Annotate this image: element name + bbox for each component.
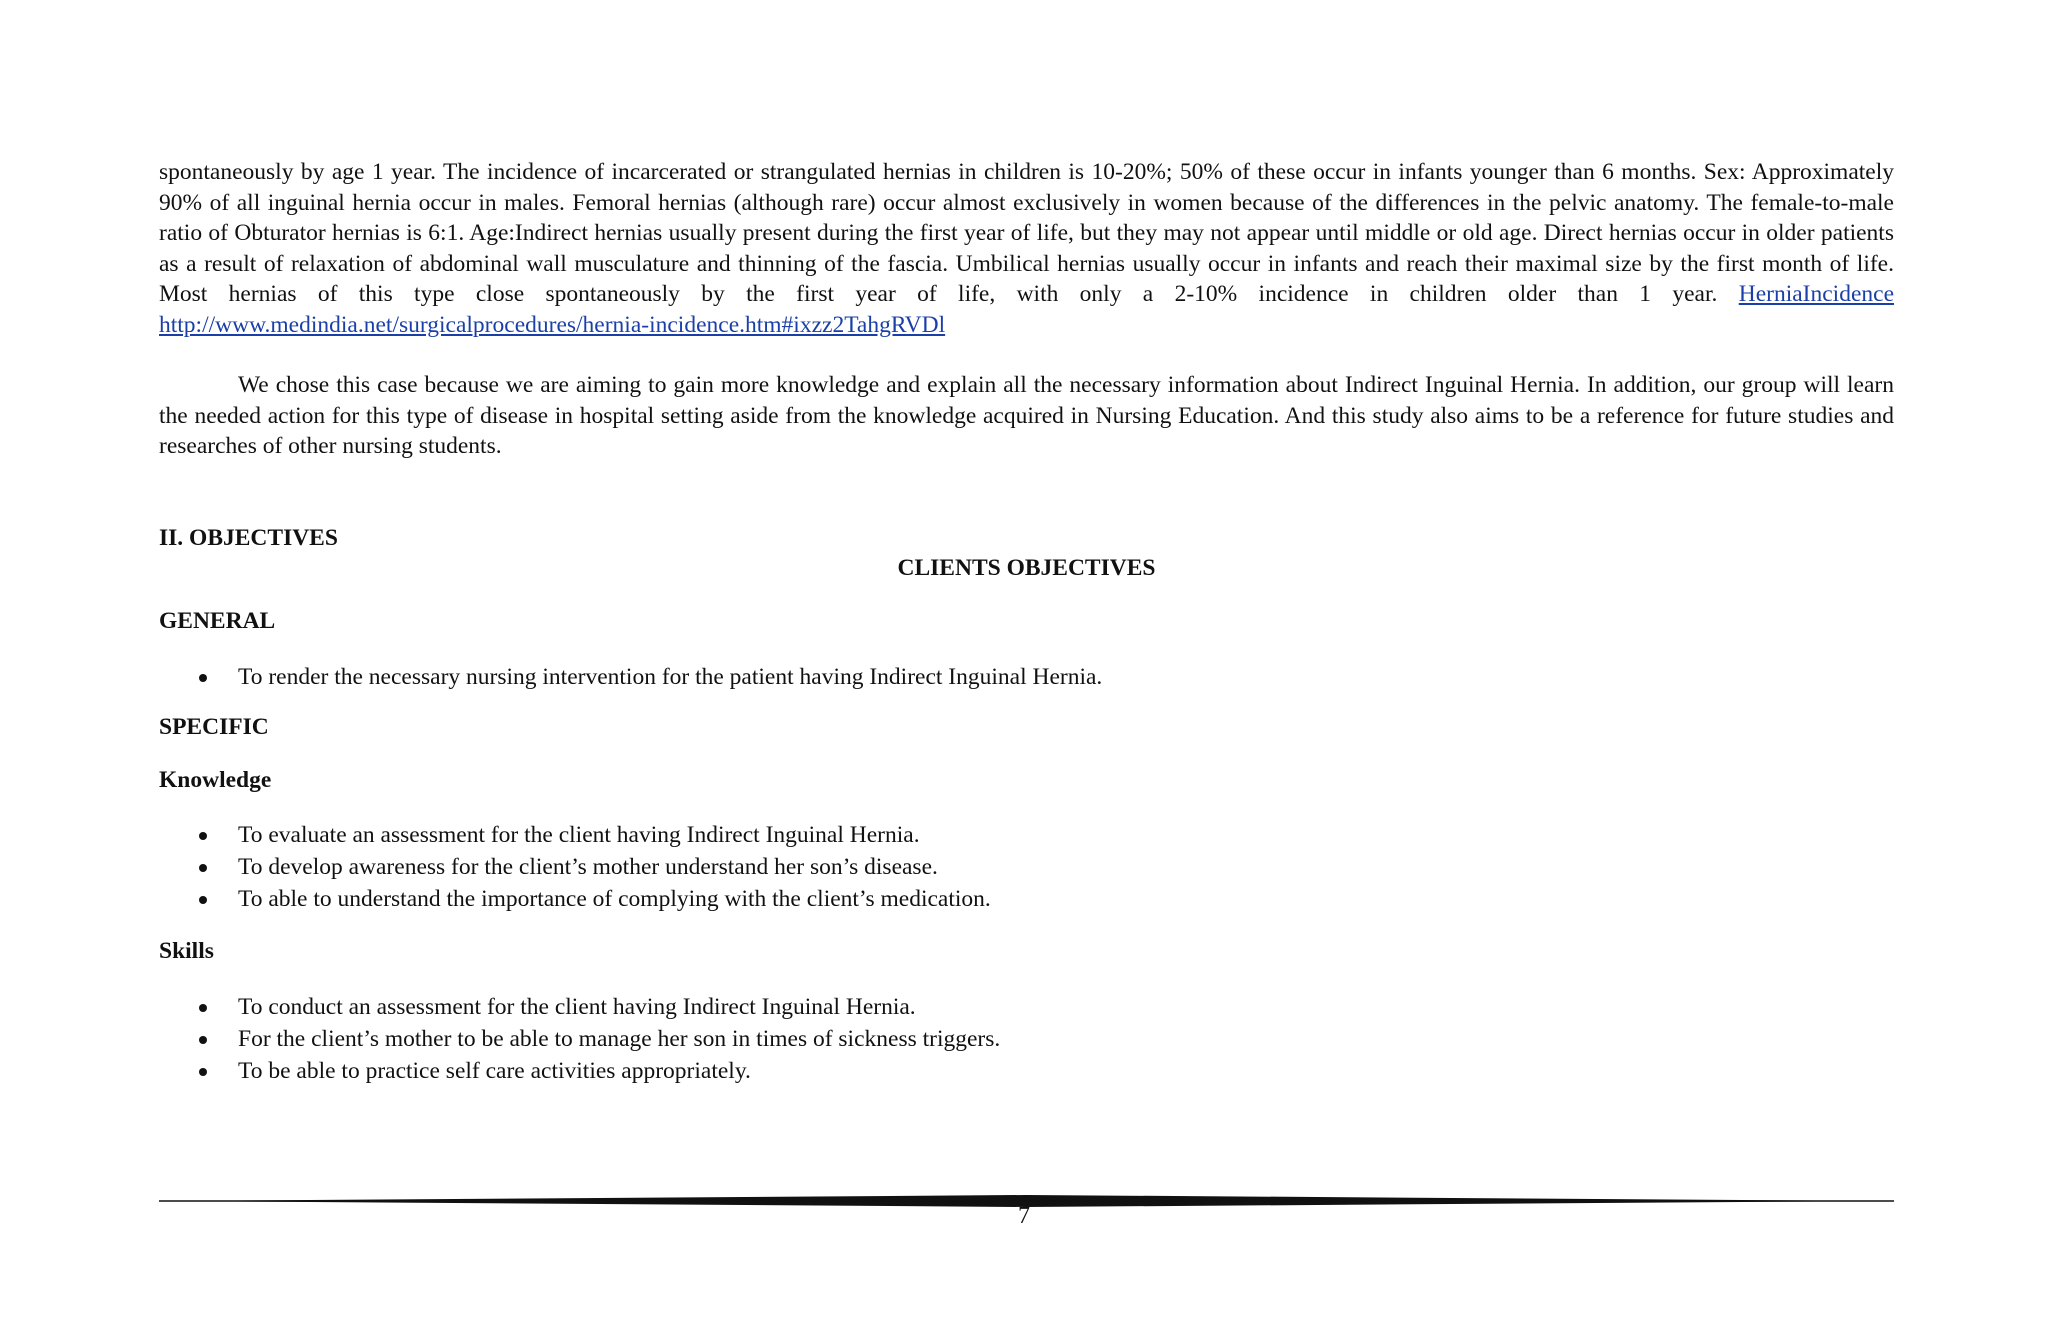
bullet-icon	[199, 674, 207, 682]
list-item: To be able to practice self care activities appropriately.	[159, 1055, 1000, 1087]
skills-heading: Skills	[159, 938, 214, 964]
list-item: For the client’s mother to be able to manage her son in times of sickness triggers.	[159, 1023, 1000, 1055]
specific-heading: SPECIFIC	[159, 714, 269, 740]
clients-objectives-title: CLIENTS OBJECTIVES	[897, 555, 1156, 581]
intro-text: spontaneously by age 1 year. The incidence of incarcerated or strangulated hernias in children is 10-20%; 50% of these occur in infants younger than 6 months. Sex: Approximately 90% of all inguinal hernia occur in males. Femoral hernias (although rare) occur almost exclusively in women because of the differences in the pelvic anatomy. The female-to-male ratio of Obturator hernias is 6:1. Age:Indirect hernias usually present during the first year of life, but they may not appear until middle or old age. Direct hernias occur in older patients as a result of relaxation of abdominal wall musculature and thinning of the fascia. Umbilical hernias usually occur in infants and reach their maximal size by the first month of life. Most hernias of this type close spontaneously by the first year of life, with only a 2-10% incidence in children older than 1 year.	[159, 159, 1894, 307]
bullet-icon	[199, 1068, 207, 1076]
general-list	[159, 661, 1102, 693]
rationale-paragraph: We chose this case because we are aiming to gain more knowledge and explain all the necessary information about Indirect Inguinal Hernia. In addition, our group will learn the needed action for this type of disease in hospital setting aside from the knowledge acquired in Nursing Education. And this study also aims to be a reference for future studies and researches of other nursing students.	[159, 372, 1894, 459]
list-item: To render the necessary nursing intervention for the patient having Indirect Inguinal Hernia.	[159, 661, 1102, 693]
intro-paragraph	[159, 157, 1894, 340]
bullet-icon	[199, 1036, 207, 1044]
bullet-icon	[199, 832, 207, 840]
knowledge-list	[159, 819, 991, 915]
bullet-icon	[199, 896, 207, 904]
page-number: 7	[1018, 1203, 1030, 1229]
section-title-objectives: II. OBJECTIVES	[159, 525, 338, 551]
bullet-icon	[199, 1004, 207, 1012]
list-item: To evaluate an assessment for the client having Indirect Inguinal Hernia.	[159, 819, 991, 851]
medindia-url-link[interactable]: http://www.medindia.net/surgicalprocedures/hernia-incidence.htm#ixzz2TahgRVDl	[159, 311, 946, 338]
general-heading: GENERAL	[159, 608, 276, 634]
list-item: To able to understand the importance of complying with the client’s medication.	[159, 883, 991, 915]
list-item: To conduct an assessment for the client having Indirect Inguinal Hernia.	[159, 991, 1000, 1023]
knowledge-heading: Knowledge	[159, 767, 272, 793]
hernia-incidence-link[interactable]: HerniaIncidence	[1738, 281, 1894, 307]
skills-list	[159, 991, 1000, 1087]
list-item: To develop awareness for the client’s mother understand her son’s disease.	[159, 851, 991, 883]
document-page	[159, 157, 1894, 1084]
bullet-icon	[199, 864, 207, 872]
